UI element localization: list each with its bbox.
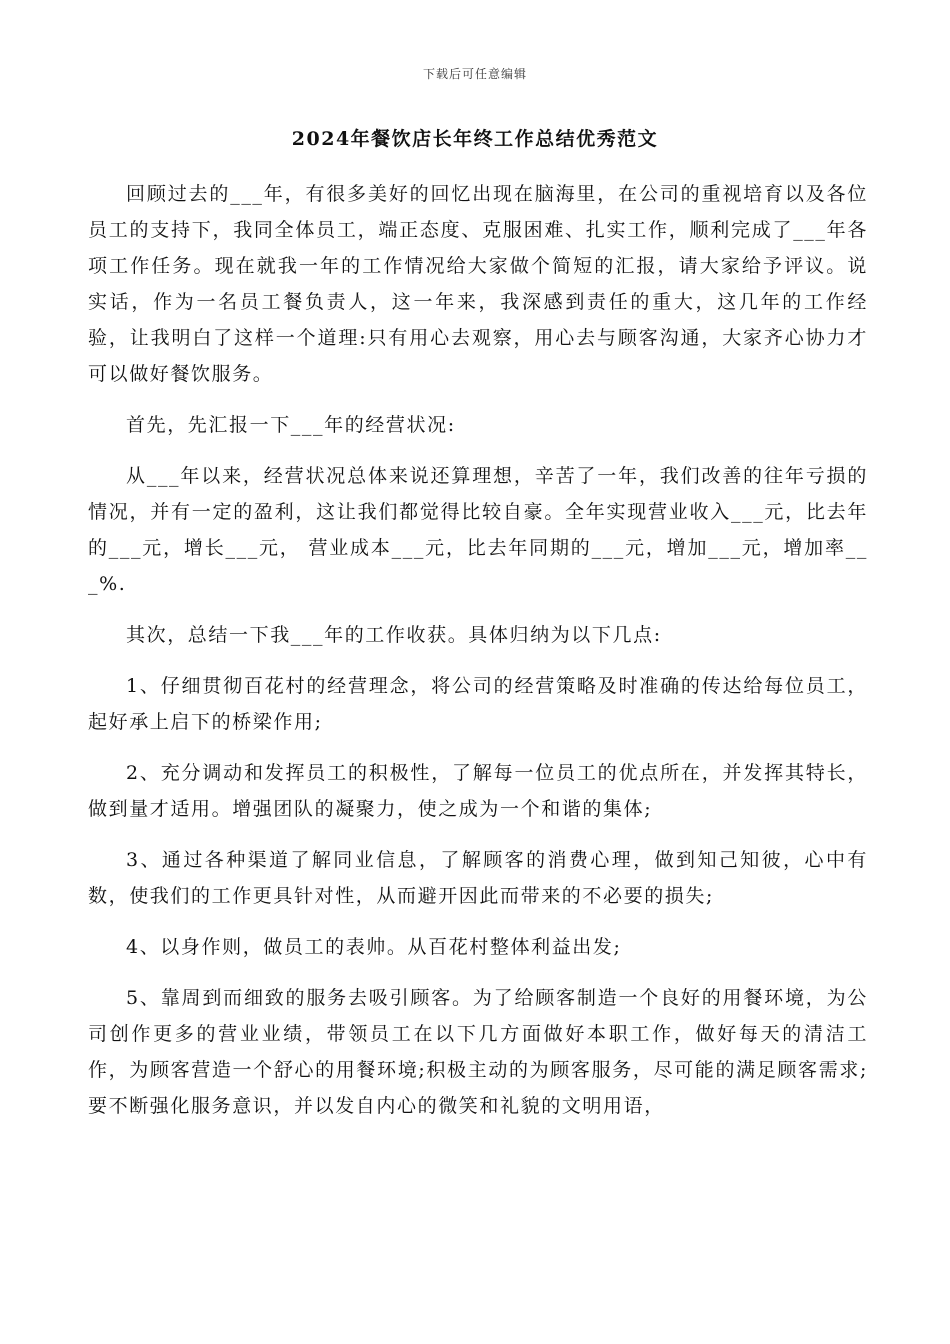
list-item-1: 1、仔细贯彻百花村的经营理念，将公司的经营策略及时准确的传达给每位员工，起好承上启下的桥梁作用; (88, 675, 868, 733)
document-body (88, 176, 868, 1139)
list-item-4: 4、以身作则，做员工的表帅。从百花村整体利益出发; (126, 936, 622, 958)
paragraph-gains-heading: 其次，总结一下我___年的工作收获。具体归纳为以下几点: (126, 624, 662, 646)
list-item-2: 2、充分调动和发挥员工的积极性，了解每一位员工的优点所在，并发挥其特长，做到量才适用。增强团队的凝聚力，使之成为一个和谐的集体; (88, 762, 868, 820)
header-note: 下载后可任意编辑 (422, 67, 527, 81)
document-title: 2024年餐饮店长年终工作总结优秀范文 (291, 128, 659, 150)
paragraph-business-status-heading: 首先，先汇报一下___年的经营状况: (126, 414, 456, 436)
list-item-5: 5、靠周到而细致的服务去吸引顾客。为了给顾客制造一个良好的用餐环境，为公司创作更多的营业业绩，带领员工在以下几方面做好本职工作，做好每天的清洁工作，为顾客营造一个舒心的用餐环境;积极主动的为顾客服务，尽可能的满足顾客需求;要不断强化服务意识，并以发自内心的微笑和礼貌的文明用语， (88, 987, 868, 1117)
paragraph-intro: 回顾过去的___年，有很多美好的回忆出现在脑海里，在公司的重视培育以及各位员工的支持下，我同全体员工，端正态度、克服困难、扎实工作，顺利完成了___年各项工作任务。现在就我一年的工作情况给大家做个简短的汇报，请大家给予评议。说实话，作为一名员工餐负责人，这一年来，我深感到责任的重大，这几年的工作经验，让我明白了这样一个道理:只有用心去观察，用心去与顾客沟通，大家齐心协力才可以做好餐饮服务。 (88, 183, 868, 385)
list-item-3: 3、通过各种渠道了解同业信息，了解顾客的消费心理，做到知己知彼，心中有数，使我们的工作更具针对性，从而避开因此而带来的不必要的损失; (88, 849, 868, 907)
paragraph-business-status: 从___年以来，经营状况总体来说还算理想，辛苦了一年，我们改善的往年亏损的情况，并有一定的盈利，这让我们都觉得比较自豪。全年实现营业收入___元，比去年的___元，增长___元， 营业成本___元，比去年同期的___元，增加___元，增加率___%. (88, 465, 868, 595)
